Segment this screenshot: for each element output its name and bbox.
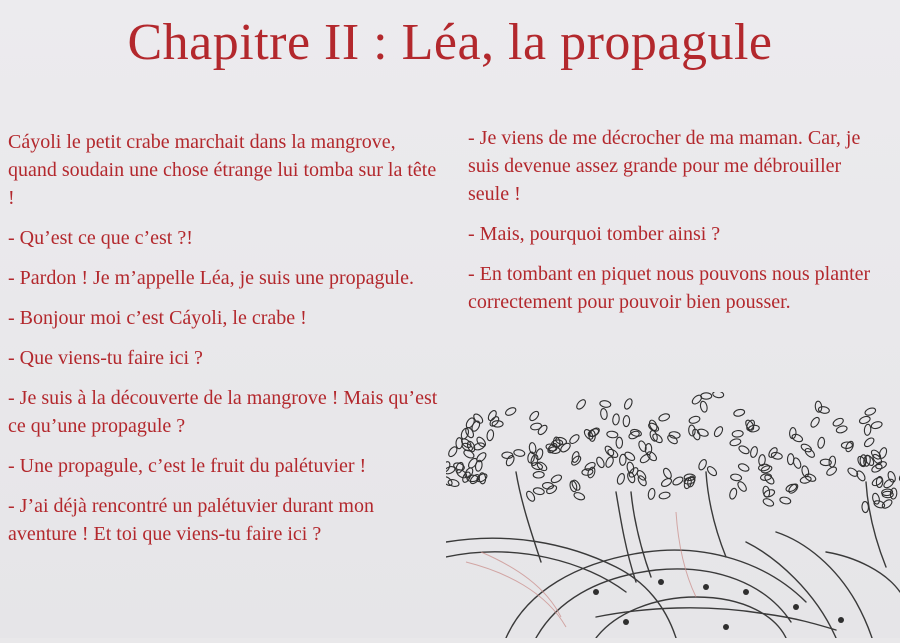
leaf-icon bbox=[779, 496, 791, 505]
leaf-icon bbox=[513, 449, 525, 457]
leaf-icon bbox=[456, 438, 463, 449]
leaf-icon bbox=[882, 478, 895, 490]
paragraph: - Une propagule, c’est le fruit du palétuvier ! bbox=[8, 455, 367, 477]
leaf-icon bbox=[475, 436, 487, 449]
leaf-icon bbox=[863, 436, 876, 448]
leaf-icon bbox=[533, 471, 544, 478]
leaf-icon bbox=[467, 475, 478, 482]
leaf-icon bbox=[600, 408, 608, 420]
leaf-icon bbox=[732, 430, 744, 438]
leaf-icon bbox=[530, 422, 542, 430]
leaf-icon bbox=[619, 454, 626, 465]
leaf-icon bbox=[537, 424, 549, 436]
leaf-icon bbox=[595, 456, 605, 469]
leaf-icon bbox=[859, 415, 871, 425]
paragraph: - Que viens-tu faire ici ? bbox=[8, 347, 203, 369]
mangrove-tree-drawing-icon bbox=[446, 392, 900, 638]
bud-icon bbox=[743, 589, 749, 595]
leaf-icon bbox=[568, 433, 580, 445]
leaf-icon bbox=[729, 488, 738, 500]
bud-icon bbox=[593, 589, 599, 595]
leaf-icon bbox=[587, 466, 596, 478]
leaf-icon bbox=[575, 398, 587, 411]
bud-icon bbox=[838, 617, 844, 623]
leaf-icon bbox=[666, 434, 679, 446]
leaf-icon bbox=[486, 429, 494, 441]
paragraph: Cáyoli le petit crabe marchait dans la mangrove, quand soudain une chose étrange lui tomba sur la tête ! bbox=[8, 131, 437, 209]
leaf-icon bbox=[505, 454, 516, 467]
leaf-icon bbox=[706, 465, 718, 477]
leaf-icon bbox=[699, 401, 708, 413]
paragraph: - J’ai déjà rencontré un palétuvier durant mon aventure ! Et toi que viens-tu faire ici ? bbox=[8, 495, 374, 545]
paragraph: - Je viens de me décrocher de ma maman. Car, je suis devenue assez grande pour me débrouiller seule ! bbox=[468, 127, 861, 205]
leaf-icon bbox=[487, 409, 498, 422]
leaf-icon bbox=[612, 414, 620, 426]
leaf-icon bbox=[606, 431, 618, 439]
leaf-icon bbox=[525, 490, 536, 503]
leaf-icon bbox=[603, 445, 615, 458]
leaf-icon bbox=[789, 427, 796, 438]
leaf-icon bbox=[551, 439, 563, 447]
leaf-icon bbox=[701, 393, 712, 399]
leaf-icon bbox=[887, 471, 897, 484]
leaf-icon bbox=[697, 458, 708, 471]
leaf-icon bbox=[447, 479, 459, 488]
bud-icon bbox=[723, 624, 729, 630]
leaf-icon bbox=[446, 475, 454, 487]
leaf-icon bbox=[647, 488, 655, 500]
leaf-icon bbox=[730, 473, 742, 481]
leaf-icon bbox=[749, 446, 758, 458]
leaf-icon bbox=[872, 493, 881, 505]
leaf-icon bbox=[862, 501, 869, 512]
leaf-icon bbox=[616, 473, 626, 485]
leaf-icon bbox=[787, 454, 794, 465]
leaf-icon bbox=[712, 392, 724, 398]
bud-icon bbox=[658, 579, 664, 585]
leaf-icon bbox=[587, 427, 600, 438]
leaf-icon bbox=[736, 480, 748, 493]
leaf-icon bbox=[738, 444, 751, 455]
leaf-icon bbox=[616, 437, 622, 448]
leaf-icon bbox=[871, 421, 883, 430]
leaf-icon bbox=[623, 398, 634, 411]
leaf-icon bbox=[464, 426, 475, 439]
paragraph: - Je suis à la découverte de la mangrove ! Mais qu’est ce qu’une propagule ? bbox=[8, 387, 438, 437]
leaf-icon bbox=[864, 407, 877, 417]
leaf-icon bbox=[504, 406, 517, 417]
leaf-icon bbox=[550, 473, 563, 484]
leaf-icon bbox=[818, 406, 830, 414]
paragraph: - Bonjour moi c’est Cáyoli, le crabe ! bbox=[8, 307, 307, 329]
leaf-icon bbox=[864, 424, 872, 436]
leaf-icon bbox=[660, 477, 673, 488]
paragraph: - Pardon ! Je m’appelle Léa, je suis une propagule. bbox=[8, 267, 414, 289]
bud-icon bbox=[793, 604, 799, 610]
leaf-icon bbox=[662, 467, 673, 480]
bud-icon bbox=[623, 619, 629, 625]
leaf-icon bbox=[545, 484, 558, 495]
leaf-icon bbox=[729, 438, 741, 447]
leaf-icon bbox=[463, 449, 476, 460]
leaf-icon bbox=[804, 447, 816, 459]
leaf-icon bbox=[628, 466, 640, 479]
leaf-icon bbox=[528, 410, 540, 422]
leaf-icon bbox=[817, 437, 825, 449]
leaf-icon bbox=[878, 447, 888, 460]
leaf-icon bbox=[762, 497, 775, 507]
leaf-icon bbox=[713, 425, 724, 438]
leaf-icon bbox=[791, 433, 804, 443]
leaf-icon bbox=[533, 487, 545, 496]
leaf-icon bbox=[476, 472, 489, 483]
leaf-icon bbox=[460, 427, 470, 440]
leaf-icon bbox=[672, 475, 685, 486]
bud-icon bbox=[703, 584, 709, 590]
paragraph: - En tombant en piquet nous pouvons nous planter correctement pour pouvoir bien pousser. bbox=[468, 263, 871, 313]
leaf-icon bbox=[658, 413, 671, 423]
leaf-icon bbox=[829, 456, 837, 468]
left-text-column bbox=[8, 128, 440, 560]
leaf-icon bbox=[628, 430, 641, 441]
leaf-icon bbox=[559, 442, 572, 454]
paragraph: - Mais, pourquoi tomber ainsi ? bbox=[468, 223, 721, 245]
leaf-icon bbox=[787, 482, 799, 494]
chapter-title: Chapitre II : Léa, la propagule bbox=[127, 14, 773, 71]
leaf-icon bbox=[809, 416, 821, 429]
leaf-icon bbox=[733, 408, 745, 417]
leaf-icon bbox=[623, 415, 630, 426]
paragraph: - Qu’est ce que c’est ?! bbox=[8, 227, 193, 249]
leaf-icon bbox=[570, 454, 582, 466]
leaf-icon bbox=[737, 462, 750, 472]
leaf-icon bbox=[573, 491, 586, 501]
leaf-icon bbox=[688, 425, 695, 437]
leaf-icon bbox=[688, 415, 700, 424]
right-text-column bbox=[468, 124, 878, 328]
leaf-icon bbox=[599, 400, 611, 408]
leaf-icon bbox=[800, 443, 813, 454]
leaf-icon bbox=[659, 491, 671, 500]
